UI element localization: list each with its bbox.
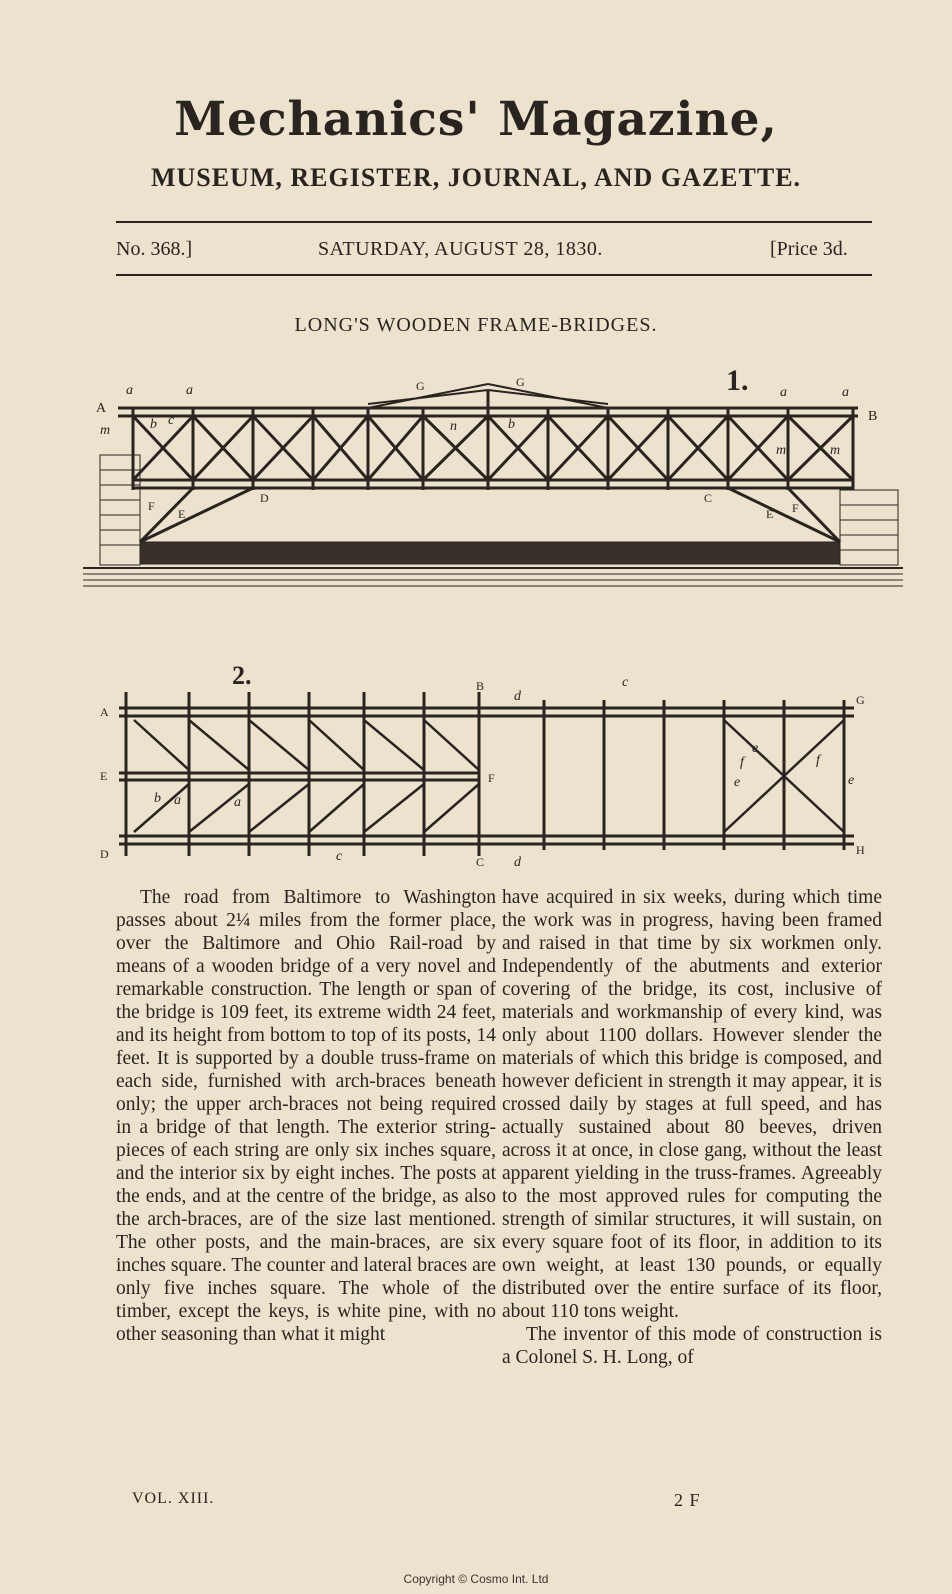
svg-text:m: m	[830, 443, 841, 458]
svg-text:f: f	[740, 755, 744, 770]
svg-text:A: A	[96, 401, 107, 416]
svg-text:m: m	[776, 443, 787, 458]
magazine-masthead: Mechanics' Magazine,	[174, 92, 778, 147]
svg-text:B: B	[476, 679, 485, 693]
svg-text:G: G	[856, 693, 865, 707]
ground-hatching	[83, 542, 903, 586]
arch-braces	[140, 488, 840, 542]
issue-date: SATURDAY, AUGUST 28, 1830.	[318, 238, 603, 260]
svg-text:n: n	[450, 419, 457, 434]
column-left	[116, 886, 496, 1346]
top-rule	[116, 221, 872, 223]
svg-text:e: e	[752, 741, 759, 756]
right-abutment	[840, 490, 898, 565]
svg-text:B: B	[868, 409, 878, 424]
svg-text:A: A	[100, 705, 109, 719]
svg-text:d: d	[514, 855, 521, 870]
svg-text:a: a	[842, 385, 849, 400]
copyright-watermark: Copyright © Cosmo Int. Ltd	[403, 1572, 549, 1586]
svg-text:a: a	[186, 383, 193, 398]
figure-2-bridge-plan	[94, 660, 884, 870]
svg-text:F: F	[792, 501, 799, 515]
header-bottom-rule	[116, 274, 872, 276]
volume-footer: VOL. XIII.	[132, 1490, 215, 1507]
svg-text:b: b	[154, 791, 161, 806]
figure-1-bridge-elevation	[78, 360, 908, 600]
svg-text:D: D	[260, 491, 269, 505]
plan-stringers	[119, 708, 854, 844]
svg-text:a: a	[780, 385, 787, 400]
figure-1-label: 1.	[726, 364, 749, 397]
column-right	[502, 886, 882, 1369]
svg-text:a: a	[234, 795, 241, 810]
svg-text:E: E	[100, 769, 108, 783]
svg-text:b: b	[508, 417, 515, 432]
svg-text:a: a	[126, 383, 133, 398]
svg-text:e: e	[848, 773, 855, 788]
svg-text:d: d	[514, 689, 521, 704]
svg-text:c: c	[168, 413, 175, 428]
svg-text:D: D	[100, 847, 109, 861]
issue-number: No. 368.]	[116, 238, 193, 260]
paragraph-1: The road from Baltimore to Washington passes about 2¼ miles from the former place, over the Baltimore and Ohio Rail-road by means of a wooden bridge of a very novel and remarkable construction. The length or span of the bridge is 109 feet, its extreme width 24 feet, and its height from bottom to top of its posts, 14 feet. It is supported by a double truss-frame on each side, furnished with arch-braces beneath only; the upper arch-braces not being required in a bridge of that length. The exterior string-pieces of each string are only six inches square, and the interior six by eight inches. The posts at the ends, and at the centre of the bridge, as also the arch-braces, are of the size last mentioned. The other posts, and the main-braces, are six inches square. The counter and lateral braces are only five inches square. The whole of the timber, except the keys, is white pine, with no other seasoning than what it might	[116, 887, 496, 1345]
svg-text:b: b	[150, 417, 157, 432]
paragraph-2: The inventor of this mode of construction is a Colonel S. H. Long, of	[502, 1324, 882, 1368]
svg-text:F: F	[488, 771, 495, 785]
issue-price: [Price 3d.	[770, 238, 848, 260]
svg-text:F: F	[148, 499, 155, 513]
paragraph-1-continued: have acquired in six weeks, during which time the work was in progress, having been framed and raised in that time by six workmen only. Independently of the abutments and exterior covering of the bridge, its cost, inclusive of materials and workmanship of every kind, was only about 1100 dollars. However slender the materials of which this bridge is composed, and however deficient in strength it may appear, it is crossed daily by stages at full speed, and has actually sustained about 80 beeves, driven across it at once, in close gang, without the least apparent yielding in the truss-frames. Agreeably to the most approved rules for computing the strength of similar structures, it will sustain, on every square foot of its floor, in addition to its own weight, at least 130 pounds, or equally distributed over the entire surface of its floor, about 110 tons weight.	[502, 887, 882, 1322]
svg-text:E: E	[766, 507, 774, 521]
svg-text:a: a	[174, 793, 181, 808]
svg-text:G: G	[516, 375, 525, 389]
magazine-subtitle: MUSEUM, REGISTER, JOURNAL, AND GAZETTE.	[150, 163, 802, 192]
svg-text:H: H	[856, 843, 865, 857]
figure-2-label: 2.	[232, 661, 252, 690]
article-title: LONG'S WOODEN FRAME-BRIDGES.	[294, 314, 658, 336]
svg-text:c: c	[622, 675, 629, 690]
svg-text:e: e	[734, 775, 741, 790]
svg-text:c: c	[336, 849, 343, 864]
signature-mark: 2 F	[674, 1490, 701, 1510]
svg-text:G: G	[416, 379, 425, 393]
svg-text:E: E	[178, 507, 186, 521]
truss-panels	[133, 390, 853, 490]
svg-text:C: C	[704, 491, 713, 505]
svg-text:m: m	[100, 423, 111, 438]
svg-text:f: f	[816, 753, 820, 768]
svg-text:C: C	[476, 855, 485, 869]
